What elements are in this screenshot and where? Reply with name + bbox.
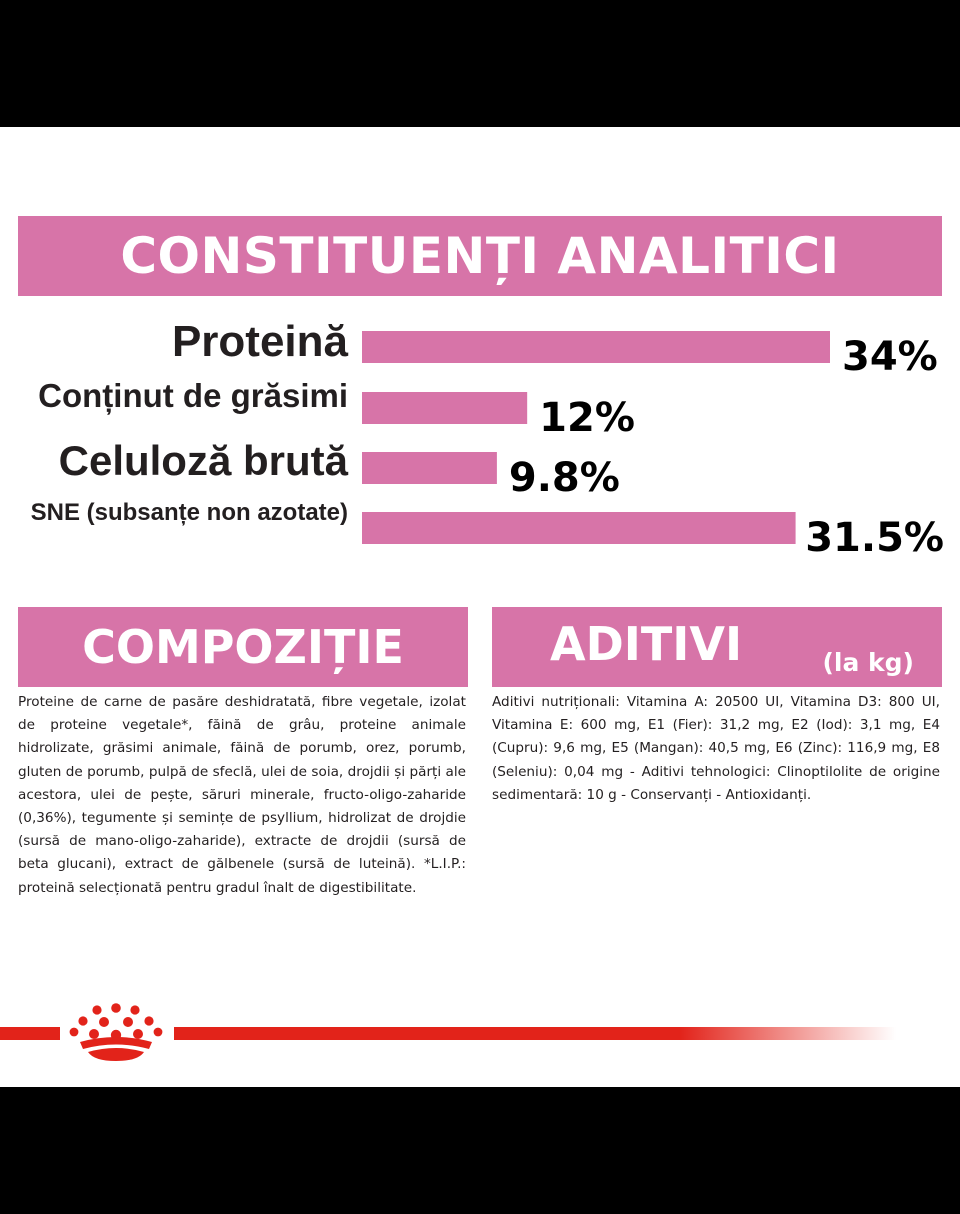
value-label: 34%	[842, 334, 938, 380]
analytic-constituents-title: CONSTITUENȚI ANALITICI	[120, 227, 840, 285]
additives-title: ADITIVI	[550, 617, 743, 671]
crown-logo-icon	[64, 1002, 168, 1062]
category-label: Celuloză brută	[58, 437, 348, 484]
footer-line-right	[174, 1027, 896, 1040]
product-info-panel	[0, 127, 960, 1087]
additives-text: Aditivi nutriționali: Vitamina A: 20500 UI, Vitamina D3: 800 UI, Vitamina E: 600 mg, E1 (Fier): 31,2 mg, E2 (Iod): 3,1 mg, E4 (Cupru): 9,6 mg, E5 (Mangan): 40,5 mg, E6 (Zinc): 116,9 mg, E8 (Seleniu): 0,04 mg - Aditivi tehnologici: Clinoptilolite de origine sedimentară: 10 g - Conservanți - Antioxidanți.	[492, 694, 940, 803]
additives-banner	[492, 607, 942, 687]
composition-banner	[18, 607, 468, 687]
bar	[362, 392, 527, 424]
bar	[362, 331, 830, 363]
category-label: SNE (subsanțe non azotate)	[30, 499, 348, 526]
bar	[362, 512, 796, 544]
value-label: 12%	[539, 395, 635, 441]
composition-title: COMPOZIȚIE	[82, 620, 404, 674]
composition-text: Proteine de carne de pasăre deshidratată, fibre vegetale, izolat de proteine vegetale*, făină de grâu, proteine animale hidrolizate, grăsimi animale, făină de porumb, orez, porumb, gluten de porumb, pulpă de sfeclă, ulei de soia, drojdii și părți ale acestora, ulei de pește, săruri minerale, fructo-oligo-zaharide (0,36%), tegumente și semințe de psyllium, hidrolizat de drojdie (sursă de mano-oligo-zaharide), extracte de drojdii (sursă de beta glucani), extract de gălbenele (sursă de luteină). *L.I.P.: proteină selecționată pentru gradul înalt de digestibilitate.	[18, 694, 466, 896]
category-label: Conținut de grăsimi	[38, 377, 348, 414]
category-label: Proteină	[171, 317, 348, 366]
additives-unit: (la kg)	[822, 648, 914, 677]
bar	[362, 452, 497, 484]
footer-line-left	[0, 1027, 60, 1040]
value-label: 9.8%	[508, 455, 620, 501]
value-label: 31.5%	[805, 515, 944, 561]
